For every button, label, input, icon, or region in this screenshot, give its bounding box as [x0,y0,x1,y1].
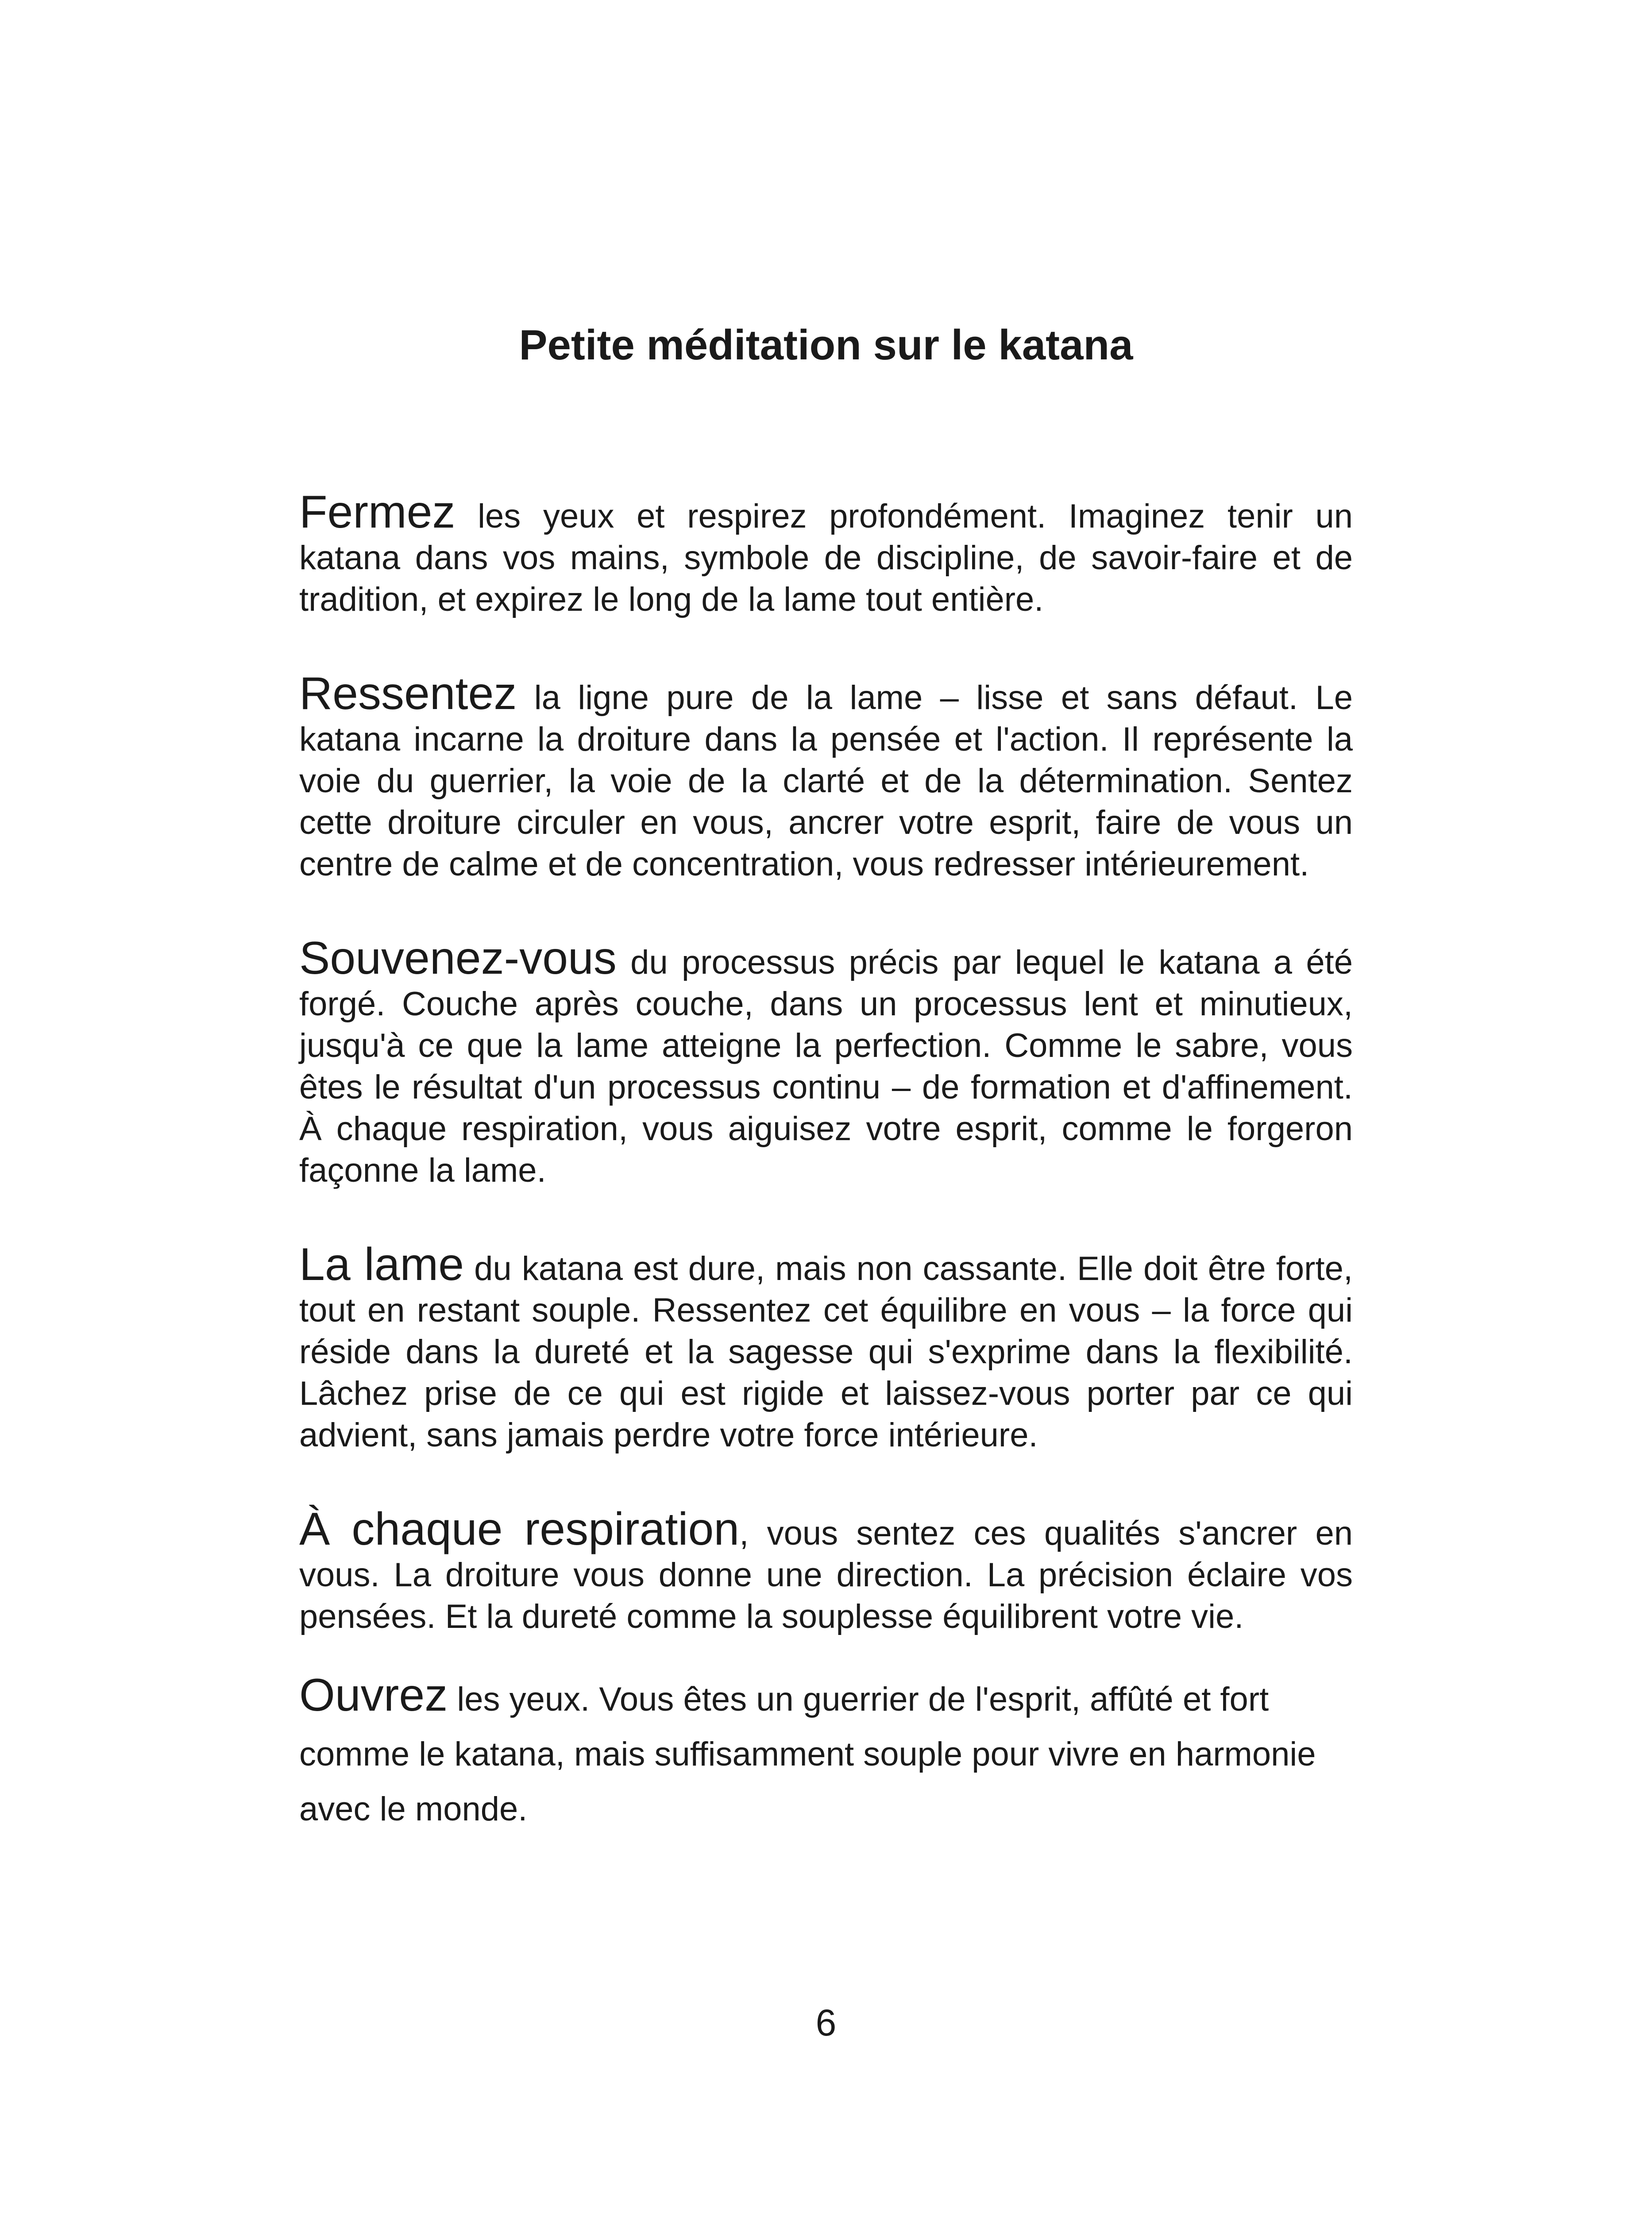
paragraph-lead: Fermez [299,486,455,538]
page-title: Petite méditation sur le katana [519,321,1133,369]
paragraph-body: , vous sentez ces qualités s'ancrer en vous. La droiture vous donne une direction. La précision éclaire vos pensées. Et la dureté comme la souplesse équilibrent votre vie. [299,1515,1353,1635]
paragraph-lead: Souvenez-vous [299,933,617,984]
paragraph-fermez [299,486,1353,621]
paragraph-la-lame [299,1239,1353,1456]
paragraph-body: du processus précis par lequel le katana a été forgé. Couche après couche, dans un processus lent et minutieux, jusqu'à ce que la lame atteigne la perfection. Comme le sabre, vous êtes le résultat d'un processus continu – de formation et d'affinement. À chaque respiration, vous aiguisez votre esprit, comme le forgeron façonne la lame. [299,944,1353,1189]
paragraph-ressentez [299,668,1353,885]
paragraph-lead: La lame [299,1239,464,1290]
paragraph-lead: Ouvrez [299,1669,448,1721]
paragraph-body: les yeux. Vous êtes un guerrier de l'esprit, affûté et fort comme le katana, mais suffisamment souple pour vivre en harmonie avec le monde. [299,1681,1316,1828]
page-number: 6 [815,2002,837,2043]
paragraph-body: la ligne pure de la lame – lisse et sans défaut. Le katana incarne la droiture dans la pensée et l'action. Il représente la voie du guerrier, la voie de la clarté et de la détermination. Sentez cette droiture circuler en vous, ancrer votre esprit, faire de vous un centre de calme et de concentration, vous redresser intérieurement. [299,679,1353,883]
paragraph-body: les yeux et respirez profondément. Imaginez tenir un katana dans vos mains, symbole de discipline, de savoir-faire et de tradition, et expirez le long de la lame tout entière. [299,497,1353,618]
paragraph-body: du katana est dure, mais non cassante. Elle doit être forte, tout en restant souple. Ressentez cet équilibre en vous – la force qui réside dans la dureté et la sagesse qui s'exprime dans la flexibilité. Lâchez prise de ce qui est rigide et laissez-vous porter par ce qui advient, sans jamais perdre votre force intérieure. [299,1250,1353,1454]
paragraph-lead: Ressentez [299,668,517,719]
paragraph-ouvrez [299,1668,1353,1837]
paragraph-souvenez-vous [299,933,1353,1191]
paragraph-lead: À chaque respiration [299,1504,740,1555]
meditation-text [299,486,1353,1837]
paragraph-a-chaque-respiration [299,1504,1353,1638]
